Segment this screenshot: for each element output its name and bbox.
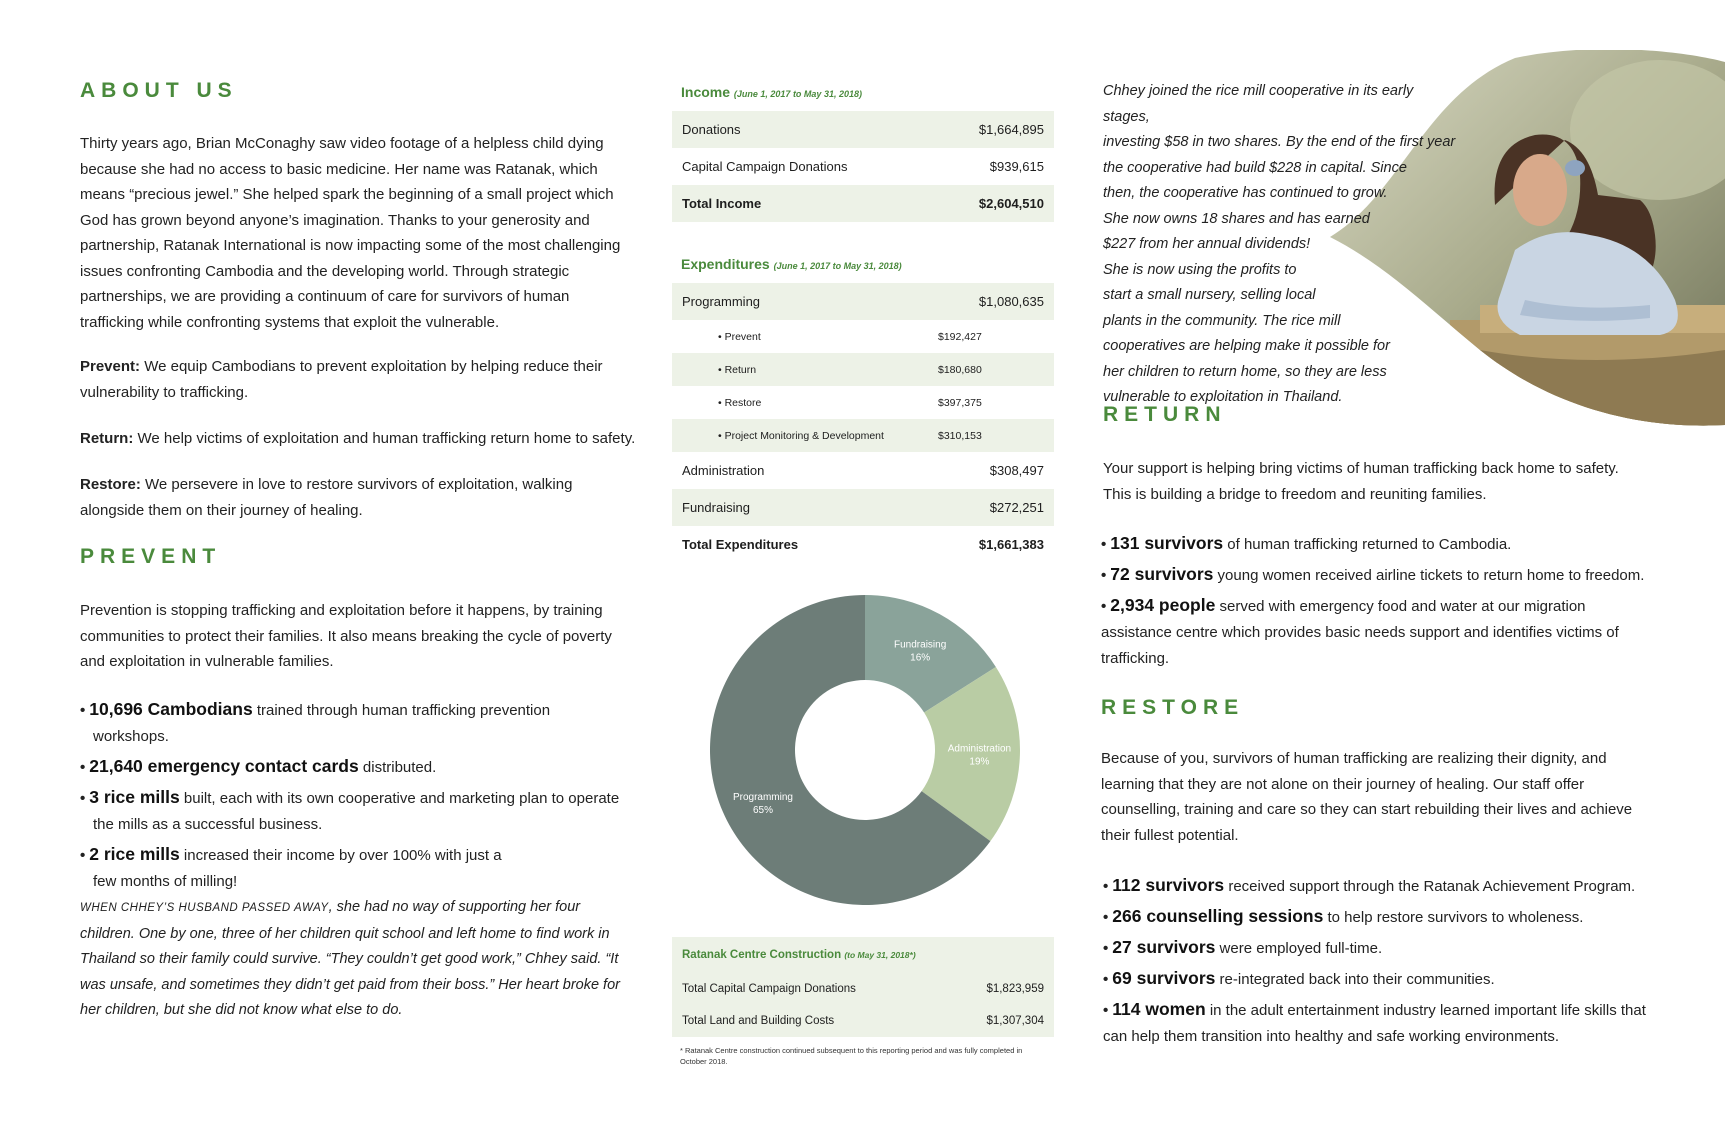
about-us-heading: ABOUT US <box>80 79 238 102</box>
row-label: Total Capital Campaign Donations <box>682 983 856 995</box>
story-line: She now owns 18 shares and has earned <box>1103 210 1370 227</box>
income-title-text: Income <box>681 84 731 100</box>
story-line: Chhey joined the rice mill cooperative in its early stages, <box>1103 83 1414 125</box>
story-line: investing $58 in two shares. By the end of the first year <box>1103 134 1456 150</box>
stat-text: of human trafficking returned to Cambodia. <box>1223 536 1512 553</box>
stat-bold: 131 survivors <box>1110 533 1224 553</box>
table-row <box>672 386 1054 419</box>
stat-bold: 2 rice mills <box>89 844 180 864</box>
story-line: the cooperative had build $228 in capital. Since <box>1103 159 1407 176</box>
list-item <box>1101 530 1651 558</box>
list-item <box>1103 903 1653 931</box>
row-value: $1,080,635 <box>978 294 1044 309</box>
list-item <box>80 784 630 838</box>
stat-bold: 10,696 Cambodians <box>89 699 253 719</box>
expenditures-title <box>681 256 902 272</box>
stat-text: served with emergency food and water at our migration assistance centre which provides basic needs support and identifies victims of trafficking. <box>1101 598 1619 667</box>
prevent-intro: Prevention is stopping trafficking and exploitation before it happens, by training communities to protect their families. It also means breaking the cycle of poverty and exploitation in vulnerable families. <box>80 602 612 670</box>
bullet-dot: • <box>1103 909 1109 926</box>
stat-bold: 112 survivors <box>1112 875 1225 895</box>
table-row <box>672 320 1054 353</box>
row-label: Fundraising <box>682 500 750 515</box>
stat-text: built, each with its own cooperative and marketing plan to operate the mills as a successful business. <box>93 790 620 833</box>
bullet-dot: • <box>1103 1002 1109 1019</box>
chhey-story <box>80 895 625 1024</box>
stat-text: received support through the Ratanak Achievement Program. <box>1224 878 1636 895</box>
list-item <box>1101 592 1651 672</box>
row-label: Capital Campaign Donations <box>682 159 848 174</box>
construction-title-text: Ratanak Centre Construction <box>682 949 842 961</box>
stat-text: re-integrated back into their communities. <box>1215 971 1495 988</box>
stat-text: distributed. <box>358 759 437 776</box>
row-label: Administration <box>682 463 765 478</box>
table-row <box>672 526 1054 563</box>
return-text: We help victims of exploitation and human trafficking return home to safety. <box>133 430 636 447</box>
row-label: • Restore <box>718 396 762 409</box>
stat-bold: 3 rice mills <box>89 787 180 807</box>
bullet-dot: • <box>1101 567 1107 584</box>
row-value: $180,680 <box>938 363 982 376</box>
row-value: $1,664,895 <box>978 122 1044 137</box>
construction-footnote: * Ratanak Centre construction continued subsequent to this reporting period and was fully completed in October 2018. <box>680 1046 1023 1066</box>
story-line: start a small nursery, selling local <box>1103 287 1316 303</box>
restore-heading: RESTORE <box>1101 696 1245 719</box>
row-label: • Project Monitoring & Development <box>718 429 884 442</box>
slice-label: Programming <box>732 791 793 803</box>
income-table <box>672 111 1054 222</box>
prevent-heading: PREVENT <box>80 545 222 568</box>
prevent-text: We equip Cambodians to prevent exploitation by helping reduce their vulnerability to trafficking. <box>80 358 603 401</box>
restore-bullets <box>1103 872 1653 1053</box>
bullet-dot: • <box>80 790 86 807</box>
about-return-line <box>80 426 640 452</box>
row-label: Total Income <box>682 196 762 211</box>
bullet-dot: • <box>1101 598 1107 615</box>
list-item <box>1103 996 1653 1050</box>
return-heading: RETURN <box>1103 403 1227 426</box>
construction-dates: (to May 31, 2018*) <box>844 950 916 960</box>
restore-label: Restore: <box>80 476 141 493</box>
story-rest: , she had no way of supporting her four children. One by one, three of her children quit school and left home to find work in Thailand so their family could survive. “They couldn’t get good work,” Chhey said. “It was unsafe, and sometimes they didn’t get paid from their boss.” Her heart broke for her children, but she did not know what else to do. <box>80 899 620 1018</box>
bullet-dot: • <box>1103 940 1109 957</box>
story-lead: WHEN CHHEY’S HUSBAND PASSED AWAY <box>80 902 329 914</box>
stat-bold: 114 women <box>1112 999 1206 1019</box>
row-label: Total Land and Building Costs <box>682 1015 835 1027</box>
table-row <box>672 489 1054 526</box>
income-dates: (June 1, 2017 to May 31, 2018) <box>733 89 862 99</box>
table-row <box>672 185 1054 222</box>
return-intro: Your support is helping bring victims of human trafficking back home to safety. This is building a bridge to freedom and reuniting families. <box>1103 460 1619 503</box>
table-row <box>672 353 1054 386</box>
stat-bold: 27 survivors <box>1112 937 1216 957</box>
slice-label: Administration <box>947 743 1012 755</box>
table-row <box>672 973 1054 1005</box>
stat-text: trained through human trafficking prevention workshops. <box>93 702 551 745</box>
chhey-story-continued <box>1103 79 1463 411</box>
stat-text: in the adult entertainment industry learned important life skills that can help them transition into healthy and safe working environments. <box>1103 1002 1646 1045</box>
construction-table <box>672 937 1054 1037</box>
stat-bold: 266 counselling sessions <box>1112 906 1324 926</box>
list-item <box>1101 561 1651 589</box>
expenditures-table <box>672 283 1054 563</box>
about-restore-line <box>80 472 628 523</box>
return-label: Return: <box>80 430 134 447</box>
bullet-dot: • <box>80 759 86 776</box>
prevent-bullets <box>80 696 630 898</box>
slice-label: Fundraising <box>894 639 947 651</box>
bullet-dot: • <box>80 702 86 719</box>
row-label: Total Expenditures <box>682 537 799 552</box>
return-bullets <box>1101 530 1651 675</box>
story-line: plants in the community. The rice mill <box>1103 312 1341 329</box>
stat-text: to help restore survivors to wholeness. <box>1323 909 1584 926</box>
slice-percent: 65% <box>752 804 773 816</box>
stat-bold: 72 survivors <box>1110 564 1214 584</box>
list-item <box>1103 872 1653 900</box>
donut-svg <box>700 585 1030 915</box>
row-label: • Prevent <box>718 330 761 343</box>
list-item <box>80 696 630 750</box>
bullet-dot: • <box>1103 878 1109 895</box>
table-row <box>672 1005 1054 1037</box>
story-line: then, the cooperative has continued to grow. <box>1103 185 1388 201</box>
story-line: cooperatives are helping make it possible for <box>1103 338 1390 354</box>
list-item <box>80 841 520 895</box>
row-value: $2,604,510 <box>978 196 1044 211</box>
table-row <box>672 937 1054 973</box>
row-value: $1,661,383 <box>978 537 1044 552</box>
table-row <box>672 419 1054 452</box>
restore-intro: Because of you, survivors of human trafficking are realizing their dignity, and learning that they are not alone on their journey of healing. Our staff offer counselling, training and care so they can start rebuilding their lives and achieve their fullest potential. <box>1101 750 1633 844</box>
expenditure-donut-chart <box>700 585 1030 915</box>
row-label: Programming <box>682 294 761 309</box>
table-row <box>672 283 1054 320</box>
expenditures-title-text: Expenditures <box>681 256 770 272</box>
story-line: $227 from her annual dividends! <box>1103 236 1311 252</box>
stat-bold: 21,640 emergency contact cards <box>89 756 359 776</box>
stat-text: increased their income by over 100% with just a few months of milling! <box>93 847 502 890</box>
table-row <box>672 111 1054 148</box>
table-row <box>672 452 1054 489</box>
story-line: her children to return home, so they are less <box>1103 363 1387 380</box>
row-value: $308,497 <box>989 463 1044 478</box>
prevent-label: Prevent: <box>80 358 141 375</box>
story-line: She is now using the profits to <box>1103 261 1297 278</box>
row-value: $397,375 <box>938 396 982 409</box>
list-item <box>1103 934 1653 962</box>
stat-text: were employed full-time. <box>1215 940 1383 957</box>
bullet-dot: • <box>1101 536 1107 553</box>
row-value: $939,615 <box>989 159 1044 174</box>
stat-text: young women received airline tickets to return home to freedom. <box>1213 567 1645 584</box>
row-value: $272,251 <box>989 500 1044 515</box>
stat-bold: 2,934 people <box>1110 595 1216 615</box>
row-value: $1,307,304 <box>986 1015 1044 1027</box>
list-item <box>1103 965 1653 993</box>
bullet-dot: • <box>1103 971 1109 988</box>
slice-percent: 19% <box>969 756 990 768</box>
stat-bold: 69 survivors <box>1112 968 1216 988</box>
row-label: Donations <box>682 122 741 137</box>
row-value: $310,153 <box>938 429 982 442</box>
bullet-dot: • <box>80 847 86 864</box>
row-label: • Return <box>718 363 757 376</box>
construction-title <box>682 949 916 961</box>
about-prevent-line <box>80 354 628 405</box>
story-line: vulnerable to exploitation in Thailand. <box>1103 389 1343 405</box>
row-value: $1,823,959 <box>986 983 1044 995</box>
slice-percent: 16% <box>910 652 931 664</box>
list-item <box>80 753 630 781</box>
restore-text: We persevere in love to restore survivors of exploitation, walking alongside them on their journey of healing. <box>80 476 573 519</box>
income-title <box>681 84 862 100</box>
table-row <box>672 148 1054 185</box>
expenditures-dates: (June 1, 2017 to May 31, 2018) <box>773 261 902 271</box>
row-value: $192,427 <box>938 330 982 343</box>
about-intro: Thirty years ago, Brian McConaghy saw video footage of a helpless child dying because she had no access to basic medicine. Her name was Ratanak, which means “precious jewel.” She helped spark the beginning of a small project which God has grown beyond anyone’s imagination. Thanks to your generosity and partnership, Ratanak International is now impacting some of the most challenging issues confronting Cambodia and the developing world. Through strategic partnerships, we are providing a continuum of care for survivors of human trafficking while confronting systems that exploit the vulnerable. <box>80 135 621 331</box>
